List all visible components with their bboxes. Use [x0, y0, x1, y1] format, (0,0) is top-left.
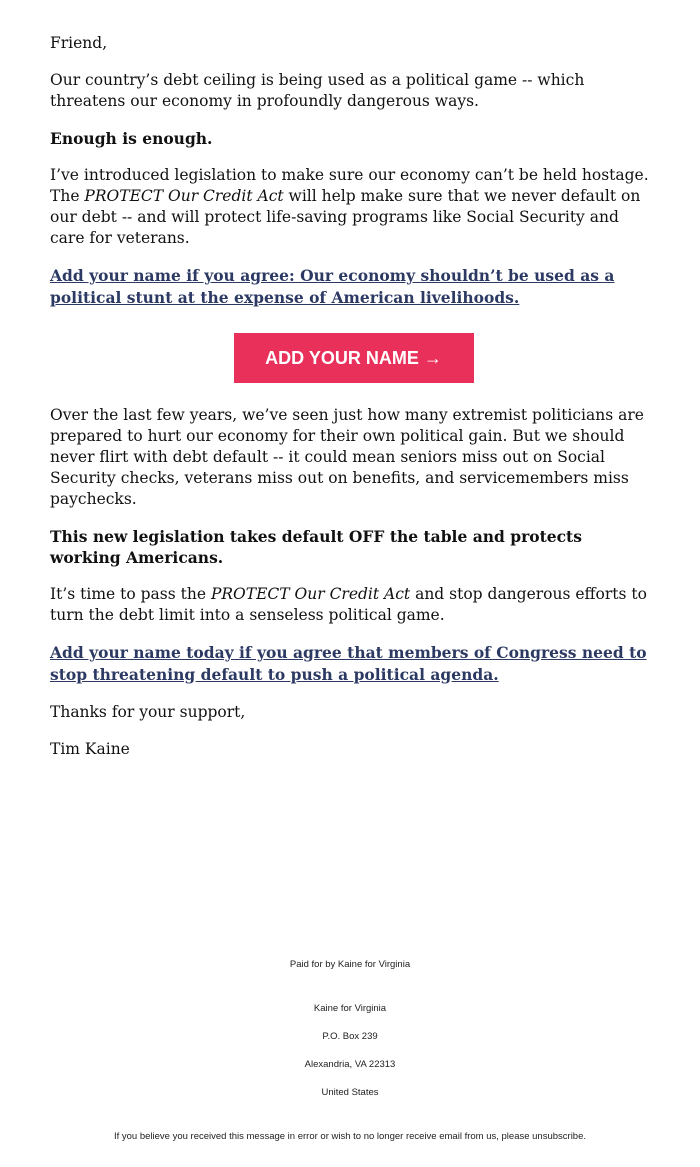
footer-spacer	[0, 1044, 700, 1058]
signature: Tim Kaine	[50, 740, 130, 758]
pass-act-text-end: and stop dangerous efforts to turn the debt limit into a senseless political game.	[50, 585, 647, 624]
act-name-2: PROTECT Our Credit Act	[210, 585, 411, 603]
unsubscribe-text[interactable]: If you believe you received this message in error or wish to no longer receive email from us, please unsubscribe.	[113, 1131, 587, 1142]
petition-link-paragraph-2	[50, 642, 655, 686]
petition-link-paragraph-1	[50, 265, 655, 309]
footer-country: United States	[321, 1087, 379, 1098]
enough-heading: Enough is enough.	[50, 129, 213, 148]
pass-act-text-start: It’s time to pass the	[50, 585, 211, 603]
legislation-paragraph	[50, 165, 655, 249]
petition-link-1[interactable]: Add your name if you agree: Our economy shouldn’t be used as a political stunt at the expense of American livelihoods.	[50, 266, 615, 307]
intro-paragraph: Our country’s debt ceiling is being used as a political game -- which threatens our economy in profoundly dangerous ways.	[50, 71, 585, 110]
paid-for-disclaimer: Paid for by Kaine for Virginia	[289, 959, 411, 970]
cta-container	[50, 333, 655, 383]
greeting: Friend,	[50, 34, 108, 52]
act-name: PROTECT Our Credit Act	[84, 187, 284, 205]
legislation-text-end: will help make sure that we never default on our debt -- and will protect life-saving programs like Social Security and care for veterans.	[50, 187, 641, 247]
footer-city: Alexandria, VA 22313	[304, 1059, 396, 1070]
footer-po-box: P.O. Box 239	[322, 1031, 378, 1042]
default-off-heading: This new legislation takes default OFF the table and protects working Americans.	[50, 527, 582, 567]
email-footer	[0, 958, 700, 1144]
unsubscribe-notice[interactable]	[0, 1130, 700, 1144]
footer-spacer	[0, 1100, 700, 1130]
signoff: Thanks for your support,	[50, 703, 246, 721]
petition-link-2[interactable]: Add your name today if you agree that members of Congress need to stop threatening default to push a political agenda.	[50, 643, 647, 684]
footer-org-name: Kaine for Virginia	[313, 1003, 387, 1014]
add-your-name-button[interactable]: ADD YOUR NAME →	[234, 333, 474, 383]
extremist-paragraph: Over the last few years, we’ve seen just how many extremist politicians are prepared to hurt our economy for their own political gain. But we should never flirt with debt default -- it could mean seniors miss out on Social Security checks, veterans miss out on benefits, and servicemembers miss paychecks.	[50, 406, 644, 508]
footer-spacer	[0, 1016, 700, 1030]
legislation-text-start: I’ve introduced legislation to make sure our economy can’t be held hostage. The	[50, 166, 649, 205]
footer-spacer	[0, 972, 700, 1002]
pass-act-paragraph	[50, 584, 655, 626]
footer-spacer	[0, 1072, 700, 1086]
email-body	[50, 33, 655, 776]
